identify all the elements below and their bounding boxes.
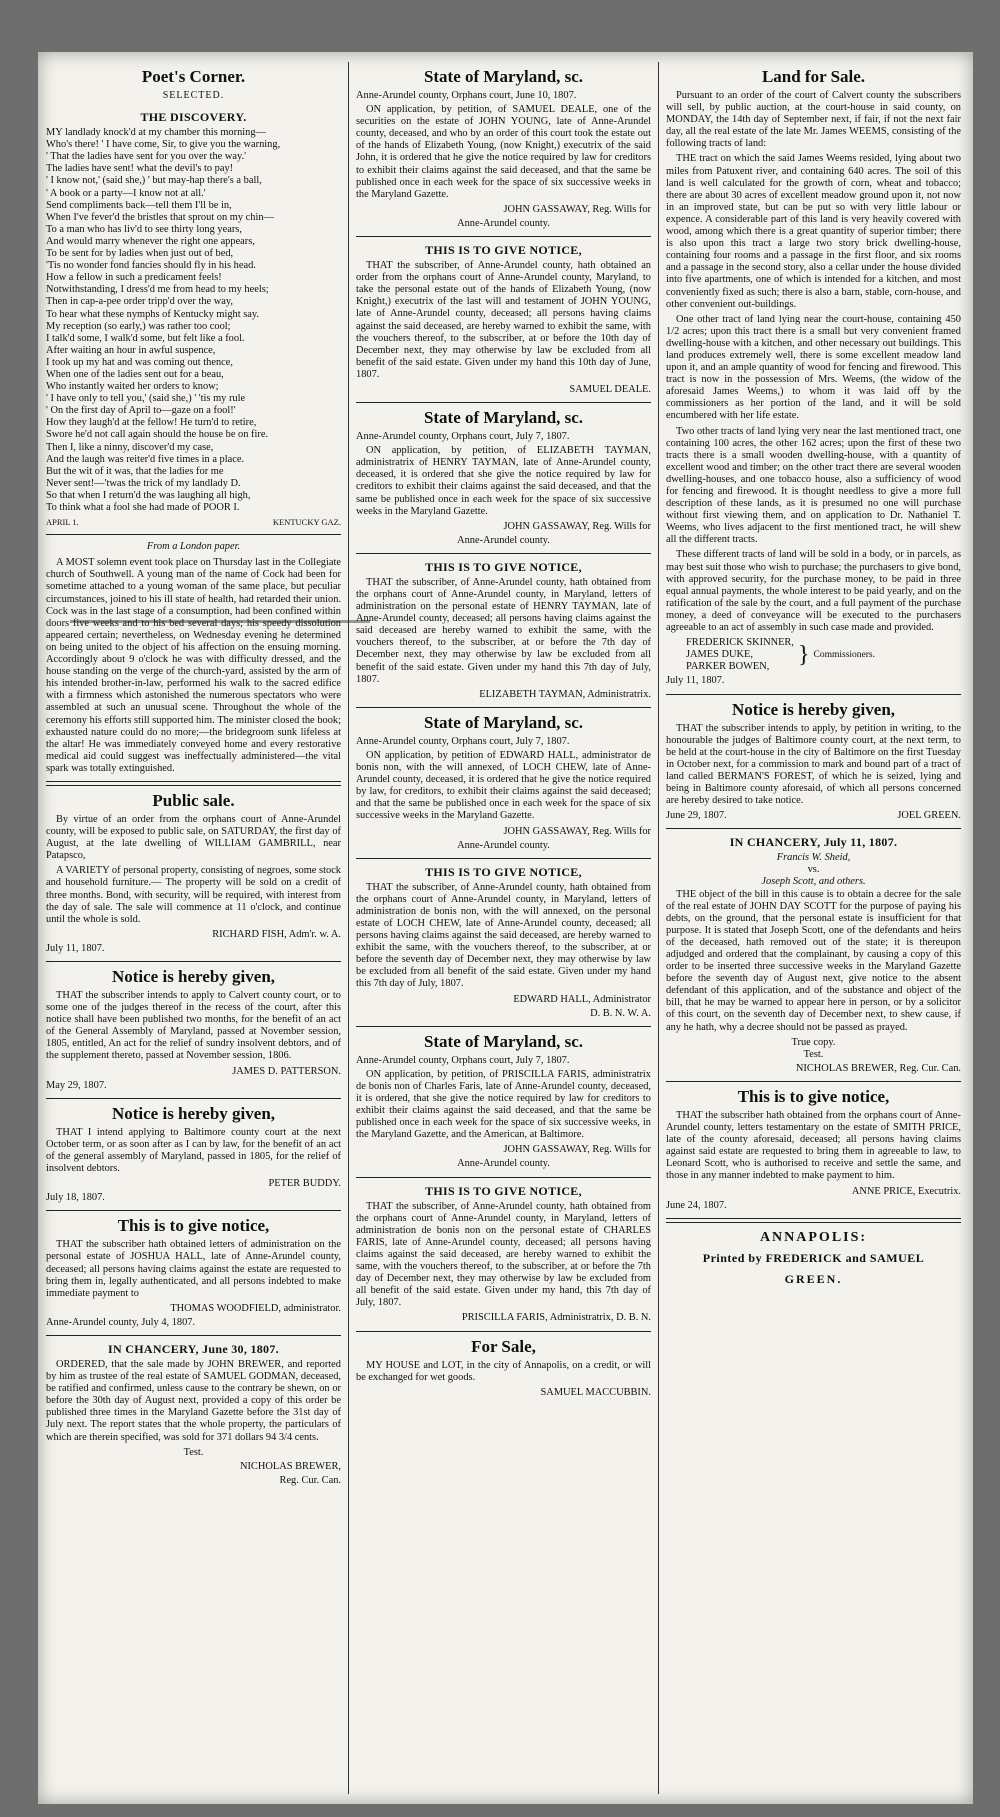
commissioners-label: Commissioners. bbox=[813, 650, 875, 661]
poem-line: But the wit of it was, that the ladies for me bbox=[46, 465, 224, 477]
give-notice1-body: THAT the subscriber hath obtained letters of administration on the personal estate of JOSHUA HALL, late of Anne-Arundel county, deceased; all persons having claims against the estate are requested to bring them in, legally authenticated, and all persons indebted to make immediate payment to bbox=[46, 1239, 341, 1299]
notice2-body: THAT I intend applying to Baltimore county court at the next October term, or as soon after as I can by law, for the benefit of an act of the general assembly of Maryland, passed in 1805, for the relief of insolvent debtors. bbox=[46, 1126, 341, 1175]
poem-date: APRIL 1. bbox=[46, 517, 79, 528]
notice1-body: THAT the subscriber intends to apply to Calvert county court, or to some one of the judges thereof in the recess of the court, after this notice shall have been published two months, for the benefit of an act of the General Assembly of Maryland, passed at November session, 1805, entitled, An act for the relief of sundry insolvent debtors, and of the supplement thereto, passed at November session, 1806. bbox=[46, 990, 341, 1062]
poem-line: ' On the first day of April to—gaze on a fool!' bbox=[46, 405, 236, 417]
divider bbox=[46, 534, 341, 535]
chancery-heading: IN CHANCERY, June 30, 1807. bbox=[108, 1341, 279, 1356]
poem-line: After waiting an hour in awful suspence, bbox=[46, 344, 216, 356]
give-notice-signature: ANNE PRICE, Executrix. bbox=[851, 1185, 961, 1197]
ad4-signature-county: Anne-Arundel county. bbox=[457, 1158, 550, 1170]
poem-line: ' I know not,' (said she,) ' but may-hap there's a ball, bbox=[46, 175, 262, 187]
poem-line: MY landlady knock'd at my chamber this morning— bbox=[46, 127, 266, 139]
land-sale-date: July 11, 1807. bbox=[666, 675, 725, 687]
land-sale-intro: Pursuant to an order of the court of Calvert county the subscribers will sell, by public auction, at the court-house in said county, on MONDAY, the 14th day of September next, if fair, if not the next fair day, all the real estate of the late Mr. James WEEMS, consisting of the following tracts of land: bbox=[666, 90, 961, 150]
give-notice-body-1: THAT the subscriber, of Anne-Arundel county, hath obtained an order from the orphans court of Anne-Arundel county, Maryland, to take the personal estate out of the hands of Elizabeth Young, (now Knight,) executrix of the last will and testament of JOHN YOUNG, late of Anne-Arundel county, deceased; all persons having claims against the said deceased, are hereby warned to exhibit the same, with the vouchers thereof, to the subscriber, at or before the 10th day of December next, they may otherwise by law be excluded from all benefit of the said estate. Given under my hand this 10th day of June, 1807. bbox=[356, 260, 651, 380]
chancery-signature: NICHOLAS BREWER, Reg. Cur. Can. bbox=[795, 1062, 961, 1074]
public-sale-intro: By virtue of an order from the orphans court of Anne-Arundel county, will be exposed to public sale, on SATURDAY, the first day of August, at the late dwelling of WILLIAM GAMBRILL, near Patapsco, bbox=[46, 813, 341, 862]
ad2-signature: JOHN GASSAWAY, Reg. Wills for bbox=[503, 520, 651, 532]
notice-body: THAT the subscriber intends to apply, by petition in writing, to the honourable the judges of Baltimore county court, at the next term, to be held at the court-house in the city of Baltimore on the first Tuesday in October next, for a commission to mark and bound part of a tract of land called BERMAN'S FOREST, of which he is seized, lying and being in Baltimore county aforesaid, of which all persons concerned are hereby desired to take notice. bbox=[666, 722, 961, 807]
divider bbox=[356, 1026, 651, 1027]
ad1-body: ON application, by petition, of SAMUEL DEALE, one of the securities on the estate of JOHN YOUNG, late of Anne-Arundel county, deceased, and who by an order of this court took the estate out of the hands of Elizabeth Young, (now Knight,) executrix of the said John, it is ordered that he give the notice required by law for creditors to exhibit their claims against the said deceased, and that the same be published once in each week for the space of six successive weeks in the Maryland Gazette. bbox=[356, 104, 651, 200]
give-notice-heading: This is to give notice, bbox=[737, 1086, 890, 1106]
column-rule bbox=[348, 62, 349, 1794]
column-rule bbox=[658, 62, 659, 1794]
ad2-signature-county: Anne-Arundel county. bbox=[457, 534, 550, 546]
poem-line: My reception (so early,) was rather too cool; bbox=[46, 320, 231, 332]
chancery-test: Test. bbox=[803, 1048, 824, 1060]
divider bbox=[46, 961, 341, 962]
chancery-vs: vs. bbox=[807, 864, 820, 876]
poem-line: Never sent!—'twas the trick of my landlady D. bbox=[46, 477, 241, 489]
poem-line: To be sent for by ladies when just out of bed, bbox=[46, 248, 234, 260]
ad4-date: Anne-Arundel county, Orphans court, July 7, 1807. bbox=[356, 1054, 570, 1066]
commissioner-names bbox=[686, 637, 794, 673]
give-notice-heading-3: THIS IS TO GIVE NOTICE, bbox=[425, 864, 582, 879]
divider bbox=[666, 1081, 961, 1082]
selected-label: SELECTED. bbox=[162, 90, 225, 101]
poem-line: How they laugh'd at the fellow! He turn'd to retire, bbox=[46, 417, 257, 429]
public-sale-signature: RICHARD FISH, Adm'r. w. A. bbox=[212, 928, 341, 940]
ad2-body: ON application, by petition, of ELIZABETH TAYMAN, administratrix of HENRY TAYMAN, late of Anne-Arundel county, deceased, it is ordered that she give the notice required by law for creditors to exhibit their claims against the said deceased, and that the same be published once in each week for the space of six successive weeks in the Maryland Gazette. bbox=[356, 445, 651, 517]
chancery-body: ORDERED, that the sale made by JOHN BREWER, and reported by him as trustee of the real estate of SAMUEL GODMAN, deceased, be ratified and confirmed, unless cause to the contrary be shewn, on or before the 30th day of August next, provided a copy of this order be published three times in the Maryland Gazette before the 31st day of July next. The report states that the whole property, the particulars of which are therein specified, was sold for 371 dollars 94 3/4 cents. bbox=[46, 1358, 341, 1443]
chancery-test: Test. bbox=[183, 1446, 204, 1458]
divider bbox=[356, 1331, 651, 1332]
brace-icon: } bbox=[797, 642, 810, 669]
ad4-signature: JOHN GASSAWAY, Reg. Wills for bbox=[503, 1144, 651, 1156]
divider bbox=[666, 828, 961, 829]
imprint-printers: Printed by FREDERICK and SAMUEL bbox=[702, 1250, 925, 1265]
notice-footer bbox=[666, 810, 961, 822]
land-sale-paragraph-2: One other tract of land lying near the court-house, containing 450 1/2 acres; upon this tract there is a small but very convenient framed dwelling-house with a kitchen, and other necessary out buildings. This land produces extremely well, there is some excellent meadow land upon it, and an ample quantity of wood for fencing and firewood. This tract is now in the possession of Mrs. Weems, (the widow of the aforesaid James Weems,) to whom it was laid off by the commissioners as her portion of the land, and it will be sold encumbered with her life estate. bbox=[666, 313, 961, 422]
commissioner-name: FREDERICK SKINNER, bbox=[686, 637, 794, 649]
give-notice-body-4: THAT the subscriber, of Anne-Arundel county, hath obtained from the orphans court of Anne-Arundel county, in Maryland, letters of administration de bonis non on the personal estate of CHARLES FARIS, late of Anne-Arundel county, deceased; all persons having claims against the said deceased, are hereby warned to exhibit the same, with the vouchers thereof, to the subscriber, at or before the 7th day of December next, they may otherwise by law be excluded from all benefit of the said estate. Given under my hand, this 7th day of July, 1807. bbox=[356, 1200, 651, 1309]
commissioner-name: JAMES DUKE, bbox=[686, 649, 753, 661]
column-3 bbox=[666, 62, 961, 1794]
poem-line: When one of the ladies sent out for a beau, bbox=[46, 368, 224, 380]
divider bbox=[666, 1218, 961, 1223]
for-sale-body: MY HOUSE and LOT, in the city of Annapolis, on a credit, or will be exchanged for wet goods. bbox=[356, 1359, 651, 1383]
notice2-date: July 18, 1807. bbox=[46, 1192, 105, 1204]
ad3-signature: JOHN GASSAWAY, Reg. Wills for bbox=[503, 825, 651, 837]
give-notice-signature-3: EDWARD HALL, Administrator bbox=[513, 993, 651, 1005]
ad1-signature-county: Anne-Arundel county. bbox=[457, 217, 550, 229]
notice2-signature: PETER BUDDY. bbox=[268, 1178, 341, 1190]
ad2-date: Anne-Arundel county, Orphans court, July 7, 1807. bbox=[356, 431, 570, 443]
imprint-green: GREEN. bbox=[784, 1271, 843, 1286]
poem-line: ' A book or a party—I know not at all.' bbox=[46, 187, 206, 199]
poem-line: Then I, like a ninny, discover'd my case, bbox=[46, 441, 214, 453]
poem-line: Who's there! ' I have come, Sir, to give you the warning, bbox=[46, 139, 281, 151]
poem-line: I took up my hat and was coming out thence, bbox=[46, 356, 233, 368]
london-heading: From a London paper. bbox=[146, 541, 241, 553]
give-notice-date: June 24, 1807. bbox=[666, 1199, 727, 1211]
notice-heading: Notice is hereby given, bbox=[731, 699, 896, 719]
poem-line: And would marry whenever the right one appears, bbox=[46, 235, 255, 247]
ad4-body: ON application, by petition, of PRISCILLA FARIS, administratrix de bonis non of Charles Faris, late of Anne-Arundel county, deceased, it is ordered, that she give the notice required by law for creditors to exhibit their claims against the said deceased, and that the same be published once in each week for the space of six successive weeks, in the Maryland Gazette, and the American, at Baltimore. bbox=[356, 1068, 651, 1141]
chancery-signature: NICHOLAS BREWER, bbox=[239, 1460, 341, 1472]
divider bbox=[356, 236, 651, 237]
divider bbox=[666, 694, 961, 695]
notice2-heading: Notice is hereby given, bbox=[111, 1103, 276, 1123]
give-notice1-heading: This is to give notice, bbox=[117, 1216, 270, 1236]
poem-line: ' I have only to tell you,' (said she,) ' 'tis my rule bbox=[46, 393, 246, 405]
give-notice-heading-1: THIS IS TO GIVE NOTICE, bbox=[425, 243, 582, 258]
poem-line: The ladies have sent! what the devil's to pay! bbox=[46, 163, 234, 175]
chancery-heading: IN CHANCERY, July 11, 1807. bbox=[729, 835, 898, 850]
chancery-party-1: Francis W. Sheid, bbox=[776, 852, 851, 864]
ad3-signature-county: Anne-Arundel county. bbox=[457, 839, 550, 851]
land-sale-paragraph-1: THE tract on which the said James Weems resided, lying about two miles from Patuxent river, and containing 640 acres. The soil of this land is well calculated for the growth of corn, wheat and tobacco; there are about 30 acres of excellent meadow ground upon it, not now in an improved state, but can be put so with very little labour or expence. A considerable part of this land is very heavily covered with wood, among which there is a great quantity of superior timber; there is also upon this tract a large two story brick dwelling-house, containing four rooms and a passage in the first floor, and six rooms and a passage in the second story, also a cellar under the house divided into five apartments, one of which is intended for a kitchen, and most conveniently fixed as such; there is also a barn, stable, corn-house, and other convenient out-buildings. bbox=[666, 153, 961, 310]
notice-signature: JOEL GREEN. bbox=[897, 810, 961, 822]
give-notice-heading-2: THIS IS TO GIVE NOTICE, bbox=[425, 559, 582, 574]
newspaper-page bbox=[38, 52, 973, 1804]
divider bbox=[356, 553, 651, 554]
poem-line: And the laugh was reiter'd five times in a place. bbox=[46, 453, 245, 465]
poem-title: THE DISCOVERY. bbox=[140, 110, 247, 125]
ad3-date: Anne-Arundel county, Orphans court, July 7, 1807. bbox=[356, 735, 570, 747]
state-heading-3: State of Maryland, sc. bbox=[423, 712, 584, 732]
divider bbox=[356, 707, 651, 708]
give-notice-signature-2: ELIZABETH TAYMAN, Administratrix. bbox=[479, 688, 651, 700]
divider bbox=[46, 781, 341, 786]
divider bbox=[46, 1210, 341, 1211]
give-notice-heading-4: THIS IS TO GIVE NOTICE, bbox=[425, 1183, 582, 1198]
commissioner-name: PARKER BOWEN, bbox=[686, 661, 770, 673]
notice-date: June 29, 1807. bbox=[666, 810, 727, 822]
notice1-heading: Notice is hereby given, bbox=[111, 967, 276, 986]
land-sale-paragraph-4: These different tracts of land will be sold in a body, or in parcels, as may best suit those who wish to purchase; the purchasers to give bond, with approved security, for the purchase money, to be paid in three equal annual payments, the whole interest to be paid yearly, and on the ratification of the sale by the court, and a full payment of the purchase money, a deed of conveyance will be executed to the purchasers agreeable to an act of assembly in such case made and provided. bbox=[666, 549, 961, 634]
poem-line: Then in cap-a-pee order tripp'd over the way, bbox=[46, 296, 233, 308]
fold-crease bbox=[70, 620, 370, 623]
state-heading-1: State of Maryland, sc. bbox=[423, 67, 584, 86]
chancery-party-2: Joseph Scott, and others. bbox=[761, 876, 866, 888]
give-notice-body-2: THAT the subscriber, of Anne-Arundel county, hath obtained from the orphans court of Anne-Arundel county, in Maryland, letters of administration on the personal estate of HENRY TAYMAN, late of Anne-Arundel county, deceased; all persons having claims against the said deceased are hereby warned to exhibit the same, with the vouchers thereof, to the subscriber, at or before the 7th day of December next, they may otherwise by law be excluded from all benefit of the said estate. Given under my hand this 7th day of July, 1807. bbox=[356, 576, 651, 685]
state-heading-2: State of Maryland, sc. bbox=[423, 408, 584, 428]
give-notice-signature-1: SAMUEL DEALE. bbox=[569, 383, 651, 395]
poem-line: I talk'd some, I walk'd some, but felt like a fool. bbox=[46, 332, 245, 344]
poets-corner-heading: Poet's Corner. bbox=[141, 67, 246, 86]
ad3-body: ON application, by petition of EDWARD HALL, administrator de bonis non, with the will annexed, of LOCH CHEW, late of Anne-Arundel county, deceased, it is ordered that he give the notice required by law, for creditors, to exhibit their claims against the said deceased; and that the same be published once in each week for the space of six successive weeks in the Maryland Gazette. bbox=[356, 749, 651, 822]
column-1 bbox=[46, 62, 341, 1794]
london-article: A MOST solemn event took place on Thursday last in the Collegiate church of Southwell. A young man of the name of Cock had been for sometime attached to a young woman of the same place, but peculiar circumstances, joined to his ill state of health, had retarded their union. Cock was in the last stage of a consumption, had been confined within doors five weeks and to his bed several days; his speedy dissolution appeared certain; nevertheless, on Wednesday evening he determined on being united to the object of his affection on the ensuing morning. Accordingly about 9 o'clock he was with difficulty dressed, and the house standing on the verge of the church-yard, assisted by the arm of his intended brother-in-law, performed his walk to the sacred edifice with a firmness which astonished the numerous spectators who were assembled at such an unusual scene. Throughout the whole of the ceremony his efforts still supported him. The minister closed the book; exhausted nature could do no more;—the bridegroom sunk lifeless at the altar! He was immediately conveyed home and every restorative medical aid could suggest was ineffectually administered—the vital spark was totally extinguished. bbox=[46, 557, 341, 774]
state-heading-4: State of Maryland, sc. bbox=[423, 1031, 584, 1051]
poem-footer bbox=[46, 516, 341, 528]
poem-body bbox=[46, 127, 341, 514]
column-2 bbox=[356, 62, 651, 1794]
divider bbox=[356, 402, 651, 403]
poem-line: To hear what these nymphs of Kentucky might say. bbox=[46, 308, 260, 320]
notice1-signature: JAMES D. PATTERSON. bbox=[232, 1065, 341, 1077]
give-notice-body: THAT the subscriber hath obtained from the orphans court of Anne-Arundel county, letters testamentary on the estate of SMITH PRICE, late of the county aforesaid, deceased; all persons having claims against said estate are requested to bring them in agreeable to law, to Leonard Scott, who is authorised to receive and settle the same, and those in any manner indebted to make payment to him. bbox=[666, 1109, 961, 1182]
poem-line: Swore he'd not call again should the house be on fire. bbox=[46, 429, 269, 441]
public-sale-date: July 11, 1807. bbox=[46, 942, 105, 954]
for-sale-signature: SAMUEL MACCUBBIN. bbox=[540, 1386, 651, 1398]
give-notice-signature-4: PRISCILLA FARIS, Administratrix, D. B. N. bbox=[461, 1312, 651, 1324]
give-notice1-signature: THOMAS WOODFIELD, administrator. bbox=[170, 1302, 341, 1314]
poem-line: To think what a fool she had made of POOR I. bbox=[46, 502, 240, 513]
chancery-true-copy: True copy. bbox=[791, 1036, 836, 1048]
public-sale-body: A VARIETY of personal property, consisting of negroes, some stock and household furniture.— The property will be sold on a credit of three months. Bond, with security, will be required, with interest from the day of sale. The sale will commence at 11 o'clock, and continue until the whole is sold. bbox=[46, 865, 341, 925]
chancery-signature-title: Reg. Cur. Can. bbox=[279, 1474, 341, 1486]
chancery-body: THE object of the bill in this cause is to obtain a decree for the sale of the real estate of JOHN DAY SCOTT for the purpose of paying his debts, on the ground, that the personal estate is insufficient for that purpose. It is stated that Joseph Scott, one of the defendants and heirs of the deceased, hath removed out of the state; it is thereupon adjudged and ordered that the complainant, by causing a copy of this order to be inserted three successive weeks in the Maryland Gazette before the seventh day of August next, give notice to the absent defendant of this application, and of the substance and object of the bill, that he may be warned to appear here in person, or by a solicitor of this court, on the seventh day of December next, to shew cause, if any he hath, why a decree should not be passed as prayed. bbox=[666, 888, 961, 1033]
imprint-place: ANNAPOLIS: bbox=[759, 1229, 868, 1245]
ad1-signature: JOHN GASSAWAY, Reg. Wills for bbox=[503, 203, 651, 215]
poem-line: 'Tis no wonder fond fancies should fly in his head. bbox=[46, 260, 256, 272]
divider bbox=[356, 858, 651, 859]
commissioners-block bbox=[686, 637, 961, 673]
poem-line: When I've fever'd the bristles that sprout on my chin— bbox=[46, 211, 274, 223]
poem-line: Send compliments back—tell them I'll be in, bbox=[46, 199, 232, 211]
poem-line: Notwithstanding, I dress'd me from head to my heels; bbox=[46, 284, 269, 296]
give-notice1-date: Anne-Arundel county, July 4, 1807. bbox=[46, 1316, 196, 1328]
poem-source: KENTUCKY GAZ. bbox=[272, 517, 341, 528]
ad1-date: Anne-Arundel county, Orphans court, June 10, 1807. bbox=[356, 90, 577, 101]
public-sale-heading: Public sale. bbox=[152, 790, 235, 810]
land-sale-heading: Land for Sale. bbox=[761, 67, 866, 86]
poem-line: ' That the ladies have sent for you over the way.' bbox=[46, 151, 246, 163]
poem-line: So that when I return'd the was laughing all high, bbox=[46, 489, 251, 501]
give-notice-body-3: THAT the subscriber, of Anne-Arundel county, hath obtained from the orphans court of Anne-Arundel county, in Maryland, letters of administration de bonis non, with the will annexed, on the personal estate of LOCH CHEW, late of Anne-Arundel county, deceased; all persons having claims against the said deceased, are hereby warned to exhibit the same, with the vouchers thereof, to the subscriber, at or before the seventh day of December next, they may otherwise by law be excluded from all benefit of the said estate. Given under my hand this 7th day of July, 1807. bbox=[356, 881, 651, 990]
divider bbox=[356, 1177, 651, 1178]
poem-line: Who instantly waited her orders to know; bbox=[46, 381, 219, 393]
for-sale-heading: For Sale, bbox=[471, 1336, 536, 1356]
poem-line: To a man who has liv'd to see thirty long years, bbox=[46, 223, 242, 235]
divider bbox=[46, 1098, 341, 1099]
poem-line: How a fellow in such a predicament feels! bbox=[46, 272, 222, 284]
land-sale-paragraph-3: Two other tracts of land lying very near the last mentioned tract, one containing 100 acres, the other 162 acres; upon the first of these two tracts there is a small wooden dwelling-house, with a quantity of excellent wood and timber; on the other tract there are several wooden dwelling-houses, and one tobacco house, also a sufficiency of wood for fencing and firewood. It is thought needless to give a more full description of these lands, as it is presumed no one will purchase without first viewing them, and on application to Dr. Nathaniel T. Weems, who lives adjacent to the first mentioned tract, he will shew all the different tracts. bbox=[666, 425, 961, 546]
give-notice-signature-3b: D. B. N. W. A. bbox=[590, 1007, 651, 1019]
notice1-date: May 29, 1807. bbox=[46, 1079, 107, 1091]
divider bbox=[46, 1335, 341, 1336]
